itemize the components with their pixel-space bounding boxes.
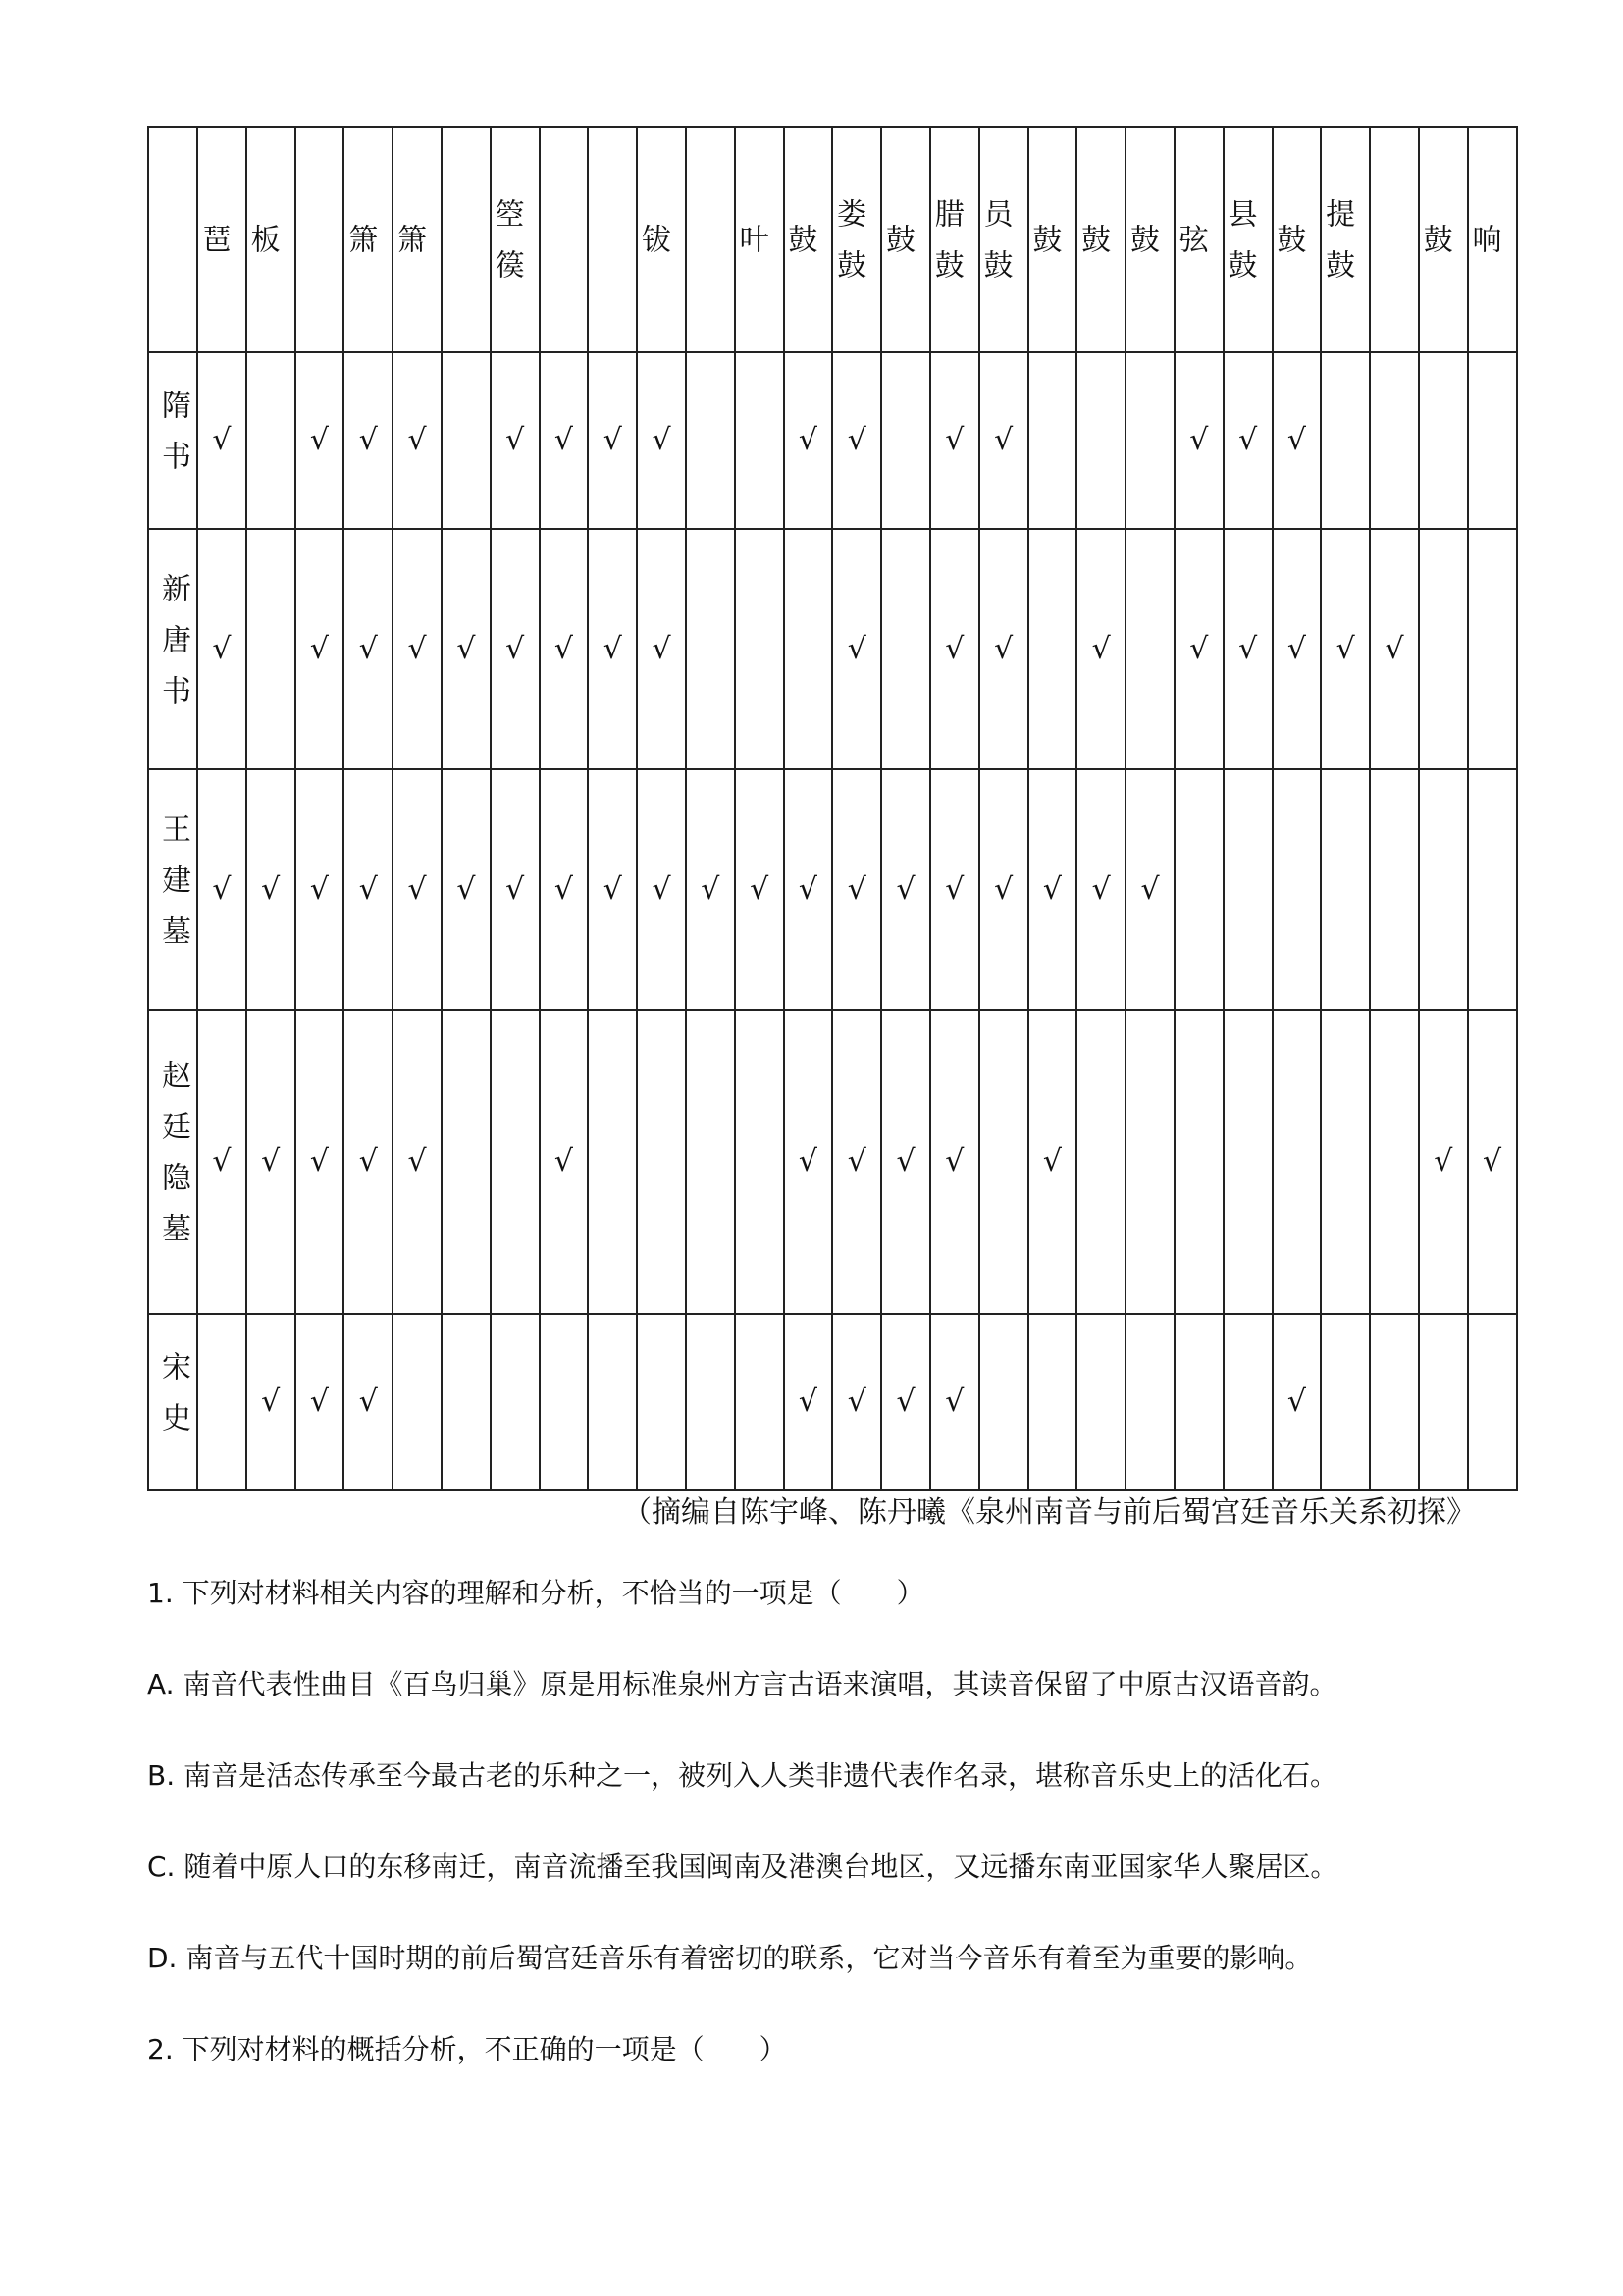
row-source-label: 王建墓 — [148, 769, 197, 1010]
check-cell: √ — [1273, 352, 1322, 529]
check-cell: √ — [930, 529, 979, 769]
check-cell: √ — [979, 352, 1028, 529]
check-cell: √ — [1224, 352, 1273, 529]
check-cell: √ — [832, 1314, 881, 1490]
check-cell: √ — [540, 352, 589, 529]
check-cell — [442, 1010, 491, 1314]
check-cell — [686, 1010, 735, 1314]
check-cell — [686, 352, 735, 529]
check-cell — [393, 1314, 442, 1490]
check-cell: √ — [1076, 769, 1126, 1010]
check-cell: √ — [246, 769, 295, 1010]
check-cell: √ — [784, 1010, 833, 1314]
header-instrument-cell: 娄鼓 — [832, 127, 881, 352]
check-cell — [491, 1314, 540, 1490]
check-cell — [881, 352, 930, 529]
row-source-label: 新唐书 — [148, 529, 197, 769]
header-instrument-cell: 提鼓 — [1321, 127, 1370, 352]
check-cell: √ — [343, 352, 393, 529]
check-cell: √ — [1419, 1010, 1468, 1314]
check-cell — [1126, 1010, 1175, 1314]
check-cell: √ — [295, 352, 344, 529]
header-instrument-cell: 琶 — [197, 127, 246, 352]
check-cell — [1224, 1314, 1273, 1490]
check-cell: √ — [246, 1010, 295, 1314]
check-cell — [1273, 769, 1322, 1010]
header-instrument-cell: 鼓 — [1076, 127, 1126, 352]
check-cell — [1370, 352, 1419, 529]
check-cell: √ — [686, 769, 735, 1010]
check-cell: √ — [1370, 529, 1419, 769]
header-instrument-cell: 鼓 — [881, 127, 930, 352]
check-cell — [1468, 352, 1517, 529]
header-instrument-cell: 鼓 — [784, 127, 833, 352]
check-cell: √ — [343, 1010, 393, 1314]
check-cell: √ — [1175, 352, 1224, 529]
check-cell — [735, 1314, 784, 1490]
check-cell — [735, 1010, 784, 1314]
check-cell — [1419, 352, 1468, 529]
check-cell: √ — [588, 529, 637, 769]
check-cell — [1321, 1010, 1370, 1314]
option-c: C. 随着中原人口的东移南迁，南音流播至我国闽南及港澳台地区，又远播东南亚国家华人聚居区。 — [147, 1851, 1338, 1883]
check-cell — [588, 1010, 637, 1314]
check-cell — [540, 1314, 589, 1490]
check-cell — [1419, 769, 1468, 1010]
check-cell — [1076, 1314, 1126, 1490]
check-cell — [1076, 352, 1126, 529]
option-b: B. 南音是活态传承至今最古老的乐种之一，被列入人类非遗代表作名录，堪称音乐史上的活化石。 — [147, 1759, 1338, 1792]
check-cell: √ — [540, 529, 589, 769]
table-row — [148, 769, 1517, 1010]
check-cell: √ — [246, 1314, 295, 1490]
check-cell — [1370, 1010, 1419, 1314]
check-cell: √ — [930, 1314, 979, 1490]
check-cell — [197, 1314, 246, 1490]
check-cell: √ — [1028, 1010, 1077, 1314]
question-1: 1. 下列对材料相关内容的理解和分析，不恰当的一项是（ ） — [147, 1577, 924, 1609]
check-cell: √ — [343, 769, 393, 1010]
check-cell: √ — [1076, 529, 1126, 769]
check-cell: √ — [784, 352, 833, 529]
check-cell — [1175, 1010, 1224, 1314]
check-cell — [686, 529, 735, 769]
check-cell: √ — [491, 769, 540, 1010]
header-instrument-cell: 箫 — [393, 127, 442, 352]
check-cell: √ — [197, 769, 246, 1010]
check-cell: √ — [393, 1010, 442, 1314]
header-instrument-cell: 叶 — [735, 127, 784, 352]
check-cell: √ — [442, 769, 491, 1010]
check-cell — [1175, 1314, 1224, 1490]
header-instrument-cell: 板 — [246, 127, 295, 352]
header-instrument-cell: 鼓 — [1419, 127, 1468, 352]
check-cell: √ — [784, 1314, 833, 1490]
check-cell: √ — [979, 529, 1028, 769]
check-cell — [1468, 1314, 1517, 1490]
header-instrument-cell: 员鼓 — [979, 127, 1028, 352]
header-instrument-cell: 鼓 — [1028, 127, 1077, 352]
check-cell — [1028, 1314, 1077, 1490]
check-cell — [784, 529, 833, 769]
check-cell: √ — [197, 529, 246, 769]
header-instrument-cell: 鼓 — [1273, 127, 1322, 352]
check-cell: √ — [930, 769, 979, 1010]
header-instrument-cell: 腊鼓 — [930, 127, 979, 352]
check-cell — [246, 352, 295, 529]
check-cell — [1321, 352, 1370, 529]
check-cell — [735, 529, 784, 769]
check-cell — [637, 1010, 686, 1314]
check-cell — [1468, 769, 1517, 1010]
check-cell: √ — [1468, 1010, 1517, 1314]
check-cell: √ — [588, 352, 637, 529]
check-cell: √ — [979, 769, 1028, 1010]
option-a: A. 南音代表性曲目《百鸟归巢》原是用标准泉州方言古语来演唱，其读音保留了中原古汉语音韵。 — [147, 1668, 1337, 1700]
check-cell: √ — [540, 1010, 589, 1314]
check-cell: √ — [197, 1010, 246, 1314]
table-header-row — [148, 127, 1517, 352]
check-cell — [979, 1314, 1028, 1490]
check-cell: √ — [832, 529, 881, 769]
row-source-label: 隋书 — [148, 352, 197, 529]
check-cell — [1224, 1010, 1273, 1314]
check-cell: √ — [1028, 769, 1077, 1010]
check-cell: √ — [491, 529, 540, 769]
check-cell: √ — [1126, 769, 1175, 1010]
check-cell: √ — [881, 769, 930, 1010]
check-cell — [735, 352, 784, 529]
check-cell — [1126, 1314, 1175, 1490]
check-cell: √ — [491, 352, 540, 529]
check-cell: √ — [637, 529, 686, 769]
check-cell: √ — [588, 769, 637, 1010]
check-cell — [491, 1010, 540, 1314]
check-cell — [1321, 769, 1370, 1010]
check-cell — [1370, 769, 1419, 1010]
check-cell — [1224, 769, 1273, 1010]
header-instrument-cell: 县鼓 — [1224, 127, 1273, 352]
check-cell — [637, 1314, 686, 1490]
check-cell: √ — [637, 769, 686, 1010]
check-cell: √ — [832, 1010, 881, 1314]
table-row — [148, 1314, 1517, 1490]
check-cell: √ — [393, 769, 442, 1010]
table-row — [148, 352, 1517, 529]
check-cell: √ — [295, 1314, 344, 1490]
check-cell: √ — [637, 352, 686, 529]
check-cell: √ — [832, 769, 881, 1010]
check-cell — [246, 529, 295, 769]
question-2: 2. 下列对材料的概括分析，不正确的一项是（ ） — [147, 2033, 787, 2065]
check-cell: √ — [1273, 529, 1322, 769]
check-cell — [1126, 529, 1175, 769]
check-cell — [1076, 1010, 1126, 1314]
check-cell — [1273, 1010, 1322, 1314]
table-body — [148, 352, 1517, 1490]
check-cell: √ — [343, 529, 393, 769]
check-cell: √ — [393, 352, 442, 529]
check-cell — [1028, 352, 1077, 529]
row-source-label: 赵廷隐墓 — [148, 1010, 197, 1314]
check-cell: √ — [930, 1010, 979, 1314]
check-cell: √ — [442, 529, 491, 769]
header-instrument-cell: 箫 — [343, 127, 393, 352]
check-cell: √ — [1273, 1314, 1322, 1490]
check-cell: √ — [197, 352, 246, 529]
check-cell — [1468, 529, 1517, 769]
check-cell — [686, 1314, 735, 1490]
header-instrument-cell — [540, 127, 589, 352]
check-cell: √ — [1321, 529, 1370, 769]
check-cell — [881, 529, 930, 769]
source-citation: （摘编自陈宇峰、陈丹曦《泉州南音与前后蜀宫廷音乐关系初探》 — [622, 1495, 1476, 1530]
check-cell — [1175, 769, 1224, 1010]
table-row — [148, 529, 1517, 769]
check-cell — [1028, 529, 1077, 769]
check-cell — [442, 1314, 491, 1490]
row-source-label: 宋史 — [148, 1314, 197, 1490]
check-cell: √ — [343, 1314, 393, 1490]
check-cell: √ — [295, 529, 344, 769]
header-instrument-cell: 弦 — [1175, 127, 1224, 352]
check-cell: √ — [1175, 529, 1224, 769]
check-cell: √ — [1224, 529, 1273, 769]
check-cell: √ — [393, 529, 442, 769]
check-cell — [979, 1010, 1028, 1314]
header-instrument-cell: 鼓 — [1126, 127, 1175, 352]
check-cell: √ — [881, 1010, 930, 1314]
instrument-table — [147, 126, 1518, 1491]
check-cell: √ — [784, 769, 833, 1010]
check-cell — [588, 1314, 637, 1490]
check-cell — [1321, 1314, 1370, 1490]
check-cell: √ — [295, 769, 344, 1010]
table-row — [148, 1010, 1517, 1314]
check-cell: √ — [832, 352, 881, 529]
header-instrument-cell: 钹 — [637, 127, 686, 352]
header-instrument-cell: 箜篌 — [491, 127, 540, 352]
check-cell — [1370, 1314, 1419, 1490]
option-d: D. 南音与五代十国时期的前后蜀宫廷音乐有着密切的联系，它对当今音乐有着至为重要的影响。 — [147, 1942, 1313, 1974]
check-cell — [1419, 1314, 1468, 1490]
check-cell: √ — [930, 352, 979, 529]
check-cell: √ — [735, 769, 784, 1010]
check-cell — [442, 352, 491, 529]
check-cell — [1126, 352, 1175, 529]
check-cell: √ — [540, 769, 589, 1010]
check-cell: √ — [295, 1010, 344, 1314]
header-instrument-cell: 响 — [1468, 127, 1517, 352]
check-cell — [1419, 529, 1468, 769]
check-cell: √ — [881, 1314, 930, 1490]
